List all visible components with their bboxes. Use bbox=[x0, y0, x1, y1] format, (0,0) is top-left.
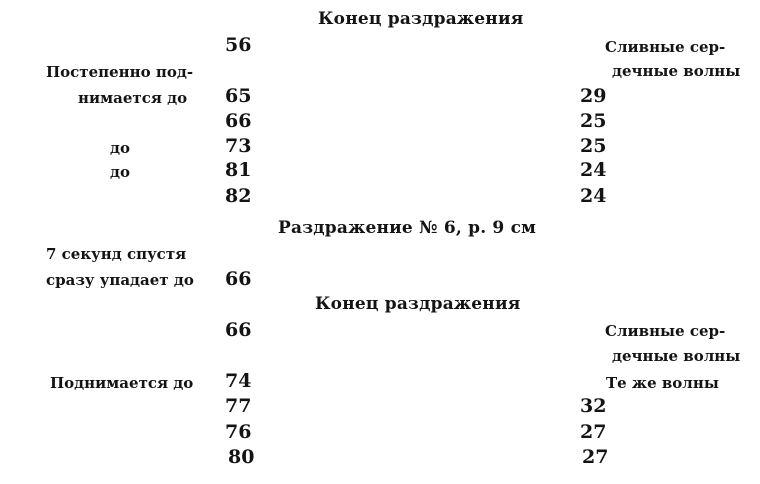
value-76: 76 bbox=[225, 421, 252, 443]
note-7-seconds-line-2: сразу упадает до bbox=[46, 271, 194, 289]
right-note-2-line-2: дечные волны bbox=[612, 347, 741, 365]
value-73: 73 bbox=[225, 135, 252, 157]
wave-value-27: 27 bbox=[580, 421, 607, 443]
section-heading-end-of-stimulation-2: Конец раздражения bbox=[315, 294, 521, 314]
right-note-line-2: дечные волны bbox=[612, 62, 741, 80]
note-7-seconds-line-1: 7 секунд спустя bbox=[46, 245, 187, 263]
right-note-line-1: Сливные сер- bbox=[605, 38, 726, 56]
value-80: 80 bbox=[228, 446, 255, 468]
value-66-drop: 66 bbox=[225, 268, 252, 290]
value-65: 65 bbox=[225, 85, 252, 107]
wave-value-25: 25 bbox=[580, 110, 607, 132]
wave-value-24b: 24 bbox=[580, 185, 607, 207]
section-heading-end-of-stimulation-1: Конец раздражения bbox=[318, 9, 524, 29]
same-waves-note: Те же волны bbox=[606, 374, 719, 392]
row-label-rises-to: Поднимается до bbox=[50, 374, 194, 392]
value-81: 81 bbox=[225, 159, 252, 181]
wave-value-27b: 27 bbox=[582, 446, 609, 468]
value-56: 56 bbox=[225, 34, 252, 56]
wave-value-24: 24 bbox=[580, 159, 607, 181]
value-77: 77 bbox=[225, 395, 252, 417]
left-note-line-1: Постепенно под- bbox=[46, 63, 194, 81]
value-66: 66 bbox=[225, 110, 252, 132]
value-82: 82 bbox=[225, 185, 252, 207]
row-label-do-81: до bbox=[110, 163, 131, 181]
value-74: 74 bbox=[225, 370, 252, 392]
right-note-2-line-1: Сливные сер- bbox=[605, 322, 726, 340]
wave-value-25b: 25 bbox=[580, 135, 607, 157]
wave-value-32: 32 bbox=[580, 395, 607, 417]
left-note-line-2: нимается до bbox=[78, 89, 188, 107]
row-label-do-73: до bbox=[110, 139, 131, 157]
section-heading-stimulation-6: Раздражение № 6, р. 9 см bbox=[278, 218, 537, 238]
wave-value-29: 29 bbox=[580, 85, 607, 107]
value-66-second: 66 bbox=[225, 319, 252, 341]
